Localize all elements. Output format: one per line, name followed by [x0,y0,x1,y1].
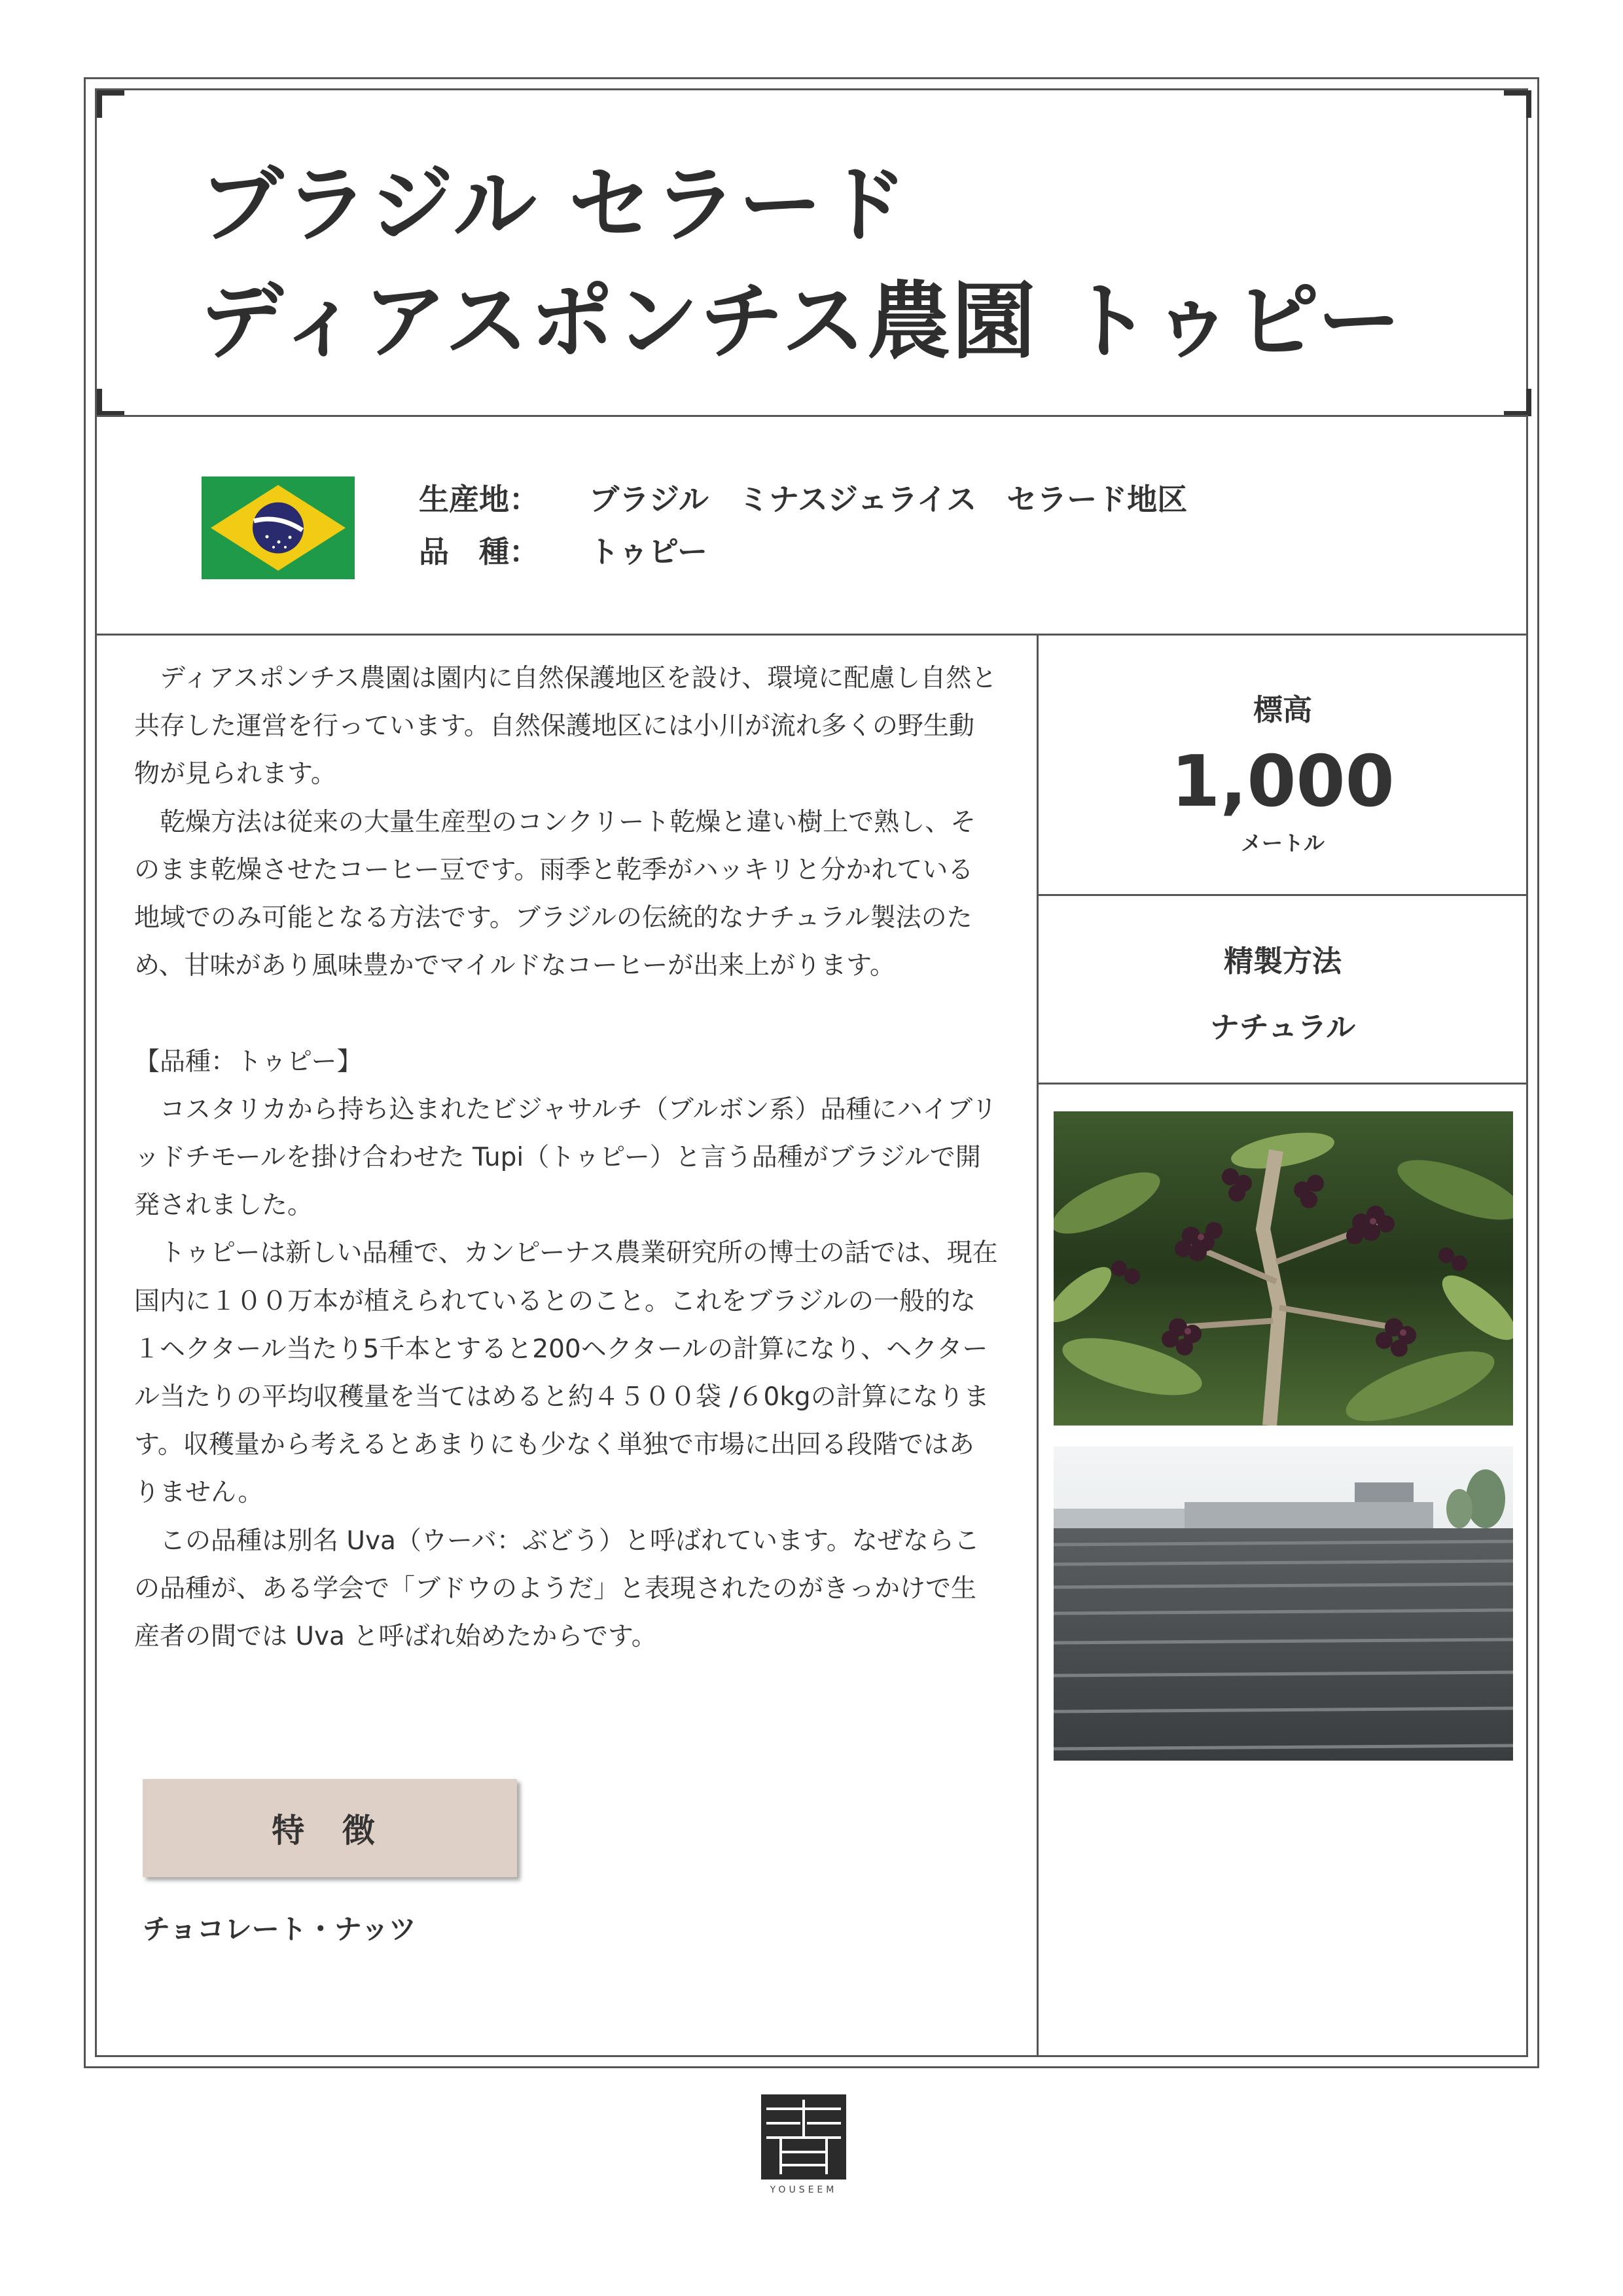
corner-bracket-top-left [97,90,124,118]
process-label: 精製方法 [1223,944,1342,978]
altitude-divider [1037,894,1528,896]
page-title-line-2: ディアスポンチス農園 トゥピー [200,273,1402,370]
coffee-cherries-photo [1054,1111,1513,1426]
variety-paragraph-1: コスタリカから持ち込まれたビジャサルチ（ブルボン系）品種にハイブリッドチモールを掛け合わせた Tupi（トゥピー）と言う品種がブラジルで開発されました。 [134,1094,997,1221]
process-divider [1037,1083,1528,1085]
altitude-value: 1,000 [1171,741,1395,823]
variety-label: 品 種： [419,534,539,569]
title-divider [95,415,1528,417]
drying-patio-photo [1054,1446,1513,1761]
info-divider [95,634,1528,636]
page-title-line-1: ブラジル セラード [200,156,909,254]
feature-value: チョコレート・ナッツ [143,1913,416,1945]
corner-bracket-bottom-left [97,389,124,416]
youseem-logo-icon [761,2094,846,2179]
corner-bracket-top-right [1504,90,1531,118]
process-value: ナチュラル [1209,1010,1356,1045]
description-text [134,655,998,1660]
origin-value: ブラジル ミナスジェライス セラード地区 [589,482,1188,517]
brazil-flag-icon [202,476,355,579]
variety-heading: 【品種：トゥピー】 [134,1047,363,1077]
origin-label: 生産地： [419,482,539,517]
description-paragraph-1: ディアスポンチス農園は園内に自然保護地区を設け、環境に配慮し自然と共存した運営を行っています。自然保護地区には小川が流れ多くの野生動物が見られます。 [134,664,997,789]
youseem-logo-text: YOUSEEM [770,2185,838,2195]
variety-paragraph-2: トゥピーは新しい品種で、カンピーナス農業研究所の博士の話では、現在国内に１００万本が植えられているとのこと。これをブラジルの一般的な１ヘクタール当たり5千本とすると200ヘクタールの計算になり、ヘクタール当たりの平均収穫量を当てはめると約４５００袋 /６0kgの計算になります。収穫量から考えるとあまりにも少なく単独で市場に出回る段階ではありません。 [134,1238,998,1508]
process-panel [1037,937,1528,1046]
altitude-label: 標高 [1253,692,1312,727]
variety-value: トゥピー [589,534,708,569]
altitude-unit: メートル [1240,831,1325,855]
description-paragraph-2: 乾燥方法は従来の大量生産型のコンクリート乾燥と違い樹上で熟し、そのまま乾燥させたコーヒー豆です。雨季と乾季がハッキリと分かれている地域でのみ可能となる方法です。ブラジルの伝統的なナチュラル製法のため、甘味があり風味豊かでマイルドなコーヒーが出来上がります。 [134,807,976,981]
variety-paragraph-3: この品種は別名 Uva（ウーバ：ぶどう）と呼ばれています。なぜならこの品種が、ある学会で「ブドウのようだ」と表現されたのがきっかけで生産者の間では Uva と呼ばれ始めたからです。 [134,1526,980,1652]
corner-bracket-bottom-right [1504,389,1531,416]
altitude-panel [1037,686,1528,857]
feature-label-box: 特 徴 [143,1779,517,1877]
